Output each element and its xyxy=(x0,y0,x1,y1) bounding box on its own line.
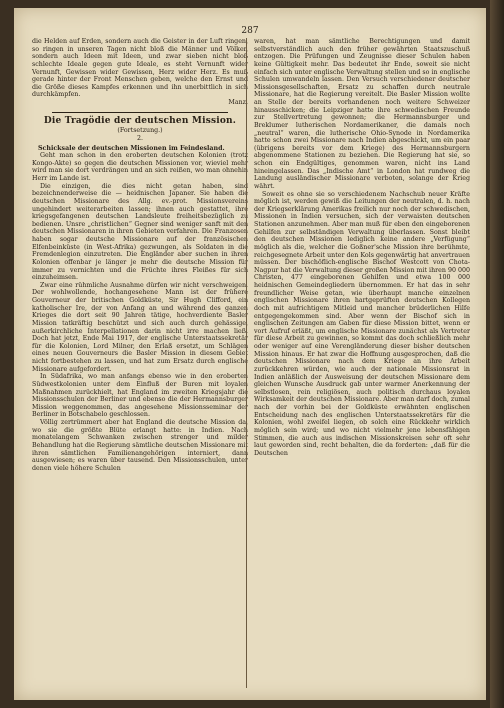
column-rule xyxy=(246,38,247,688)
section-heading: Schicksale der deutschen Missionen im Feindesland. xyxy=(38,144,225,152)
book-gutter xyxy=(490,0,504,708)
page-number: 287 xyxy=(241,26,259,36)
section-number: 2. xyxy=(136,134,143,142)
article-title: Die Tragödie der deutschen Mission. xyxy=(43,115,237,126)
body-paragraph: Soweit es ohne sie so verschiedenem Nachschub neuer Kräfte möglich ist, werden gewiß die Leitungen der neutralen, d. h. nach der Kriegserklärung Amerikas freilich nur noch der schwedischen, Missionen in Indien versuchen, sich der verwaisten deutschen Stationen anzunehmen. Aber man muß für eben den eingeborenen Gehilfen zur selbständigen Verwaltung überlassen. Sonst bleibt den deutschen Missionen lediglich keine andere „Verfügung“ möglich als die, welcher die Goßner'sche Mission ihre berühmte, reichgesegnete Arbeit unter den Kols gegenwärtig hat anvertrauen müssen. Der bischöflich-englische Bischof Westcott von Chota-Nagpur hat die Verwaltung dieser großen Mission mit ihren 90 000 Christen, 477 eingeborenen Gehilfen und etwa 100 000 heidnischen Gemeindegliedern übernommen. Er hat das in sehr freundlicher Weise getan, wie überhaupt manche einzelnen englischen Missionare ihren hartgeprüften deutschen Kollegen doch mit aufrichtigem Mitleid und mancher brüderlichen Hilfe entgegengekommen sind. Aber wenn der Bischof sich in englischen Zeitungen am Gaben für diese Mission bittet, wenn er vort Aufruf erläßt, um englische Missionare zunächst als Vertreter für diese Arbeit zu gewinnen, so kommt das doch schließlich mehr oder weniger auf eine Verengländerung dieser bisher deutschen Mission hinaus. Er hat zwar die Hoffnung ausgesprochen, daß die deutschen Missionare nach dem Kriege an ihre Arbeit zurückkehren würden, wie auch der nationale Missionsrat in Indien anläßlich der Ausweisung der deutschen Missionare dem gleichen Wunsche Ausdruck gab unter warmer Anerkennung der selbstlosen, rein religiösen, auch politisch durchaus loyalen Wirksamkeit der deutschen Missionare. Aber man darf doch, zumal nach der vorhin bei der Goldküste erwähnten englischen Entscheidung nach des englischen Unterstaatssekretärs für die Kolonien, wohl zweifel liegen, ob solch eine Rückkehr wirklich möglich sein wird; und wo nicht vielmehr jene lebensfähigen Stimmen, die auch aus indischen Missionskreisen sehr oft sehr laut geworden sind, recht behalten, die da forderten: „daß für die Deutschen xyxy=(254,190,470,457)
body-paragraph: Zwar eine rühmliche Ausnahme dürfen wir nicht verschweigen. Der wohlwollende, hochangesehene Mann ist der frühere Gouverneur der britischen Goldküste, Sir Hugh Clifford, ein katholischer Ire, der von Anfang an und während des ganzen Krieges die dort seit 90 Jahren tätige, hochverdiente Basler Mission tatkräftig beschützt und sich auch durch gehässige, außerkirchliche Interpellationen darin nicht irre machen ließ. Doch hat jetzt, Ende Mai 1917, der englische Unterstaatssekretär für die Kolonien, Lord Milner, den Erlaß ersetzt, um Schlägen eines neuen Gouverneurs die Basler Mission in diesem Gebiet nicht fortbestehen zu lassen, und hat zum Ersatz durch englische Missionare aufgefordert. xyxy=(32,281,248,373)
section-divider xyxy=(52,112,228,113)
body-paragraph: Die einzigen, die dies nicht getan haben, sind bezeichnenderweise die — heidnischen Japaner. Sie haben die deutschen Missionare des Allg. ev.-prot. Missionsvereins ungehindert weiterarbeiten lassen; ihnen auch gestattet, ihre kriegsgefangenen deutschen Landsleute freiheitsbezüglich zu bedienen. Unsre „christlichen“ Gegner sind weniger sanft mit den deutschen Missionaren in ihren Gebieten verfahren. Die Franzosen haben sogar deutsche Missionare auf der französischen Elfenbeinküste (in West-Afrika) gezwungen, als Soldaten in die Fremdenlegion einzutreten. Die Engländer aber suchen in ihren Kolonien offenbar je länger je mehr die deutsche Mission für immer zu vernichten und die Früchte ihres Fleißes für sich einzuheimsen. xyxy=(32,182,248,282)
book-page xyxy=(14,8,486,700)
intro-paragraph: die Helden auf Erden, sondern auch die Geister in der Luft ringen, so ringen in unseren Tagen nicht bloß die Männer und Völker, sondern auch Ideen mit Ideen, und zwar sieben nicht bloß schlechte Ideale gegen gute Ideale, es steht Vernunft wider Vernunft, Gewissen wider Gewissen, Herz wider Herz. Es muß gerade hinter der Front Menschen geben, welche den Ernst und die Größe dieses Kampfes erkennen und ihn unerbittlich in sich durchkämpfen. xyxy=(32,38,248,99)
body-paragraph: Völlig zertrümmert aber hat England die deutsche Mission da, wo sie die größte Blüte erlangt hatte: in Indien. Nach monatelangem Schwanken zwischen strenger und milder Behandlung hat die Regierung sämtliche deutschen Missionare mit ihren sämtlichen Familienangehörigen interniert, dann ausgewiesen; es waren über tausend. Den Missionsschulen, unter denen viele höhere Schulen xyxy=(32,419,248,472)
right-column xyxy=(254,38,470,457)
body-paragraph: Geht man schon in den eroberten deutschen Kolonien (trotz Kongo-Akte) so gegen die deutschen Missionen vor, wieviel mehr wird man sie dort verdrängen und an sich reißen, wo man ohnehin Herr im Lande ist. xyxy=(32,152,248,182)
article-subtitle: (Fortsetzung.) xyxy=(117,127,163,135)
left-column xyxy=(32,38,248,472)
body-paragraph: waren, hat man sämtliche Berechtigungen und damit selbstverständlich auch den früher gewährten Staatszuschuß entzogen. Die Prüfungen und Zeugnisse dieser Schulen haben keine Gültigkeit mehr. Das bedeutet ihr Ende, soweit sie nicht einfach sich unter englische Verwaltung stellen und so in englische Schulen umwandeln lassen. Den Versuch verschiedener deutscher Missionsgesellschaften, Ersatz zu schaffen durch neutrale Missionare, hat die Regierung vereitelt. Die Basler Mission wollte an Stelle der bereits vorhandenen noch weitere Schweizer hinausschicken; die Leipziger hatte ihre schwedischen Freunde zur Stellvertretung gewonnen; die Hermannsburger und Breklumer lutherischen Nordamerikaner, die damals noch „neutral“ waren, die lutherische Ohio-Synode in Nordamerika hatte schon zwei Missionare nach Indien abgeschickt, um ein paar (übrigens bereits vor dem Kriege) des Hermannsburgern abgenommene Stationen zu beziehen. Die Regierung hat sie, so schon ein Endgültiges, genommen waren, nicht ins Land hineingelassen. Das „Indische Amt“ in London hat rundweg die Landung ausländischer Missionare verboten, solange der Krieg währt. xyxy=(254,38,470,190)
body-paragraph: In Südafrika, wo man anfangs ebenso wie in den eroberten Südwestkolonien unter dem Einfluß der Buren mit loyalen Maßnahmen zurückhielt, hat England im zweiten Kriegsjahr die Missionsschulen der Berliner und ebenso die der Hermannsburger Mission weggenommen, das angesehene Missionsseminar der Berliner in Botschabelo geschlossen. xyxy=(32,373,248,419)
intro-author: Manz. xyxy=(228,99,248,106)
